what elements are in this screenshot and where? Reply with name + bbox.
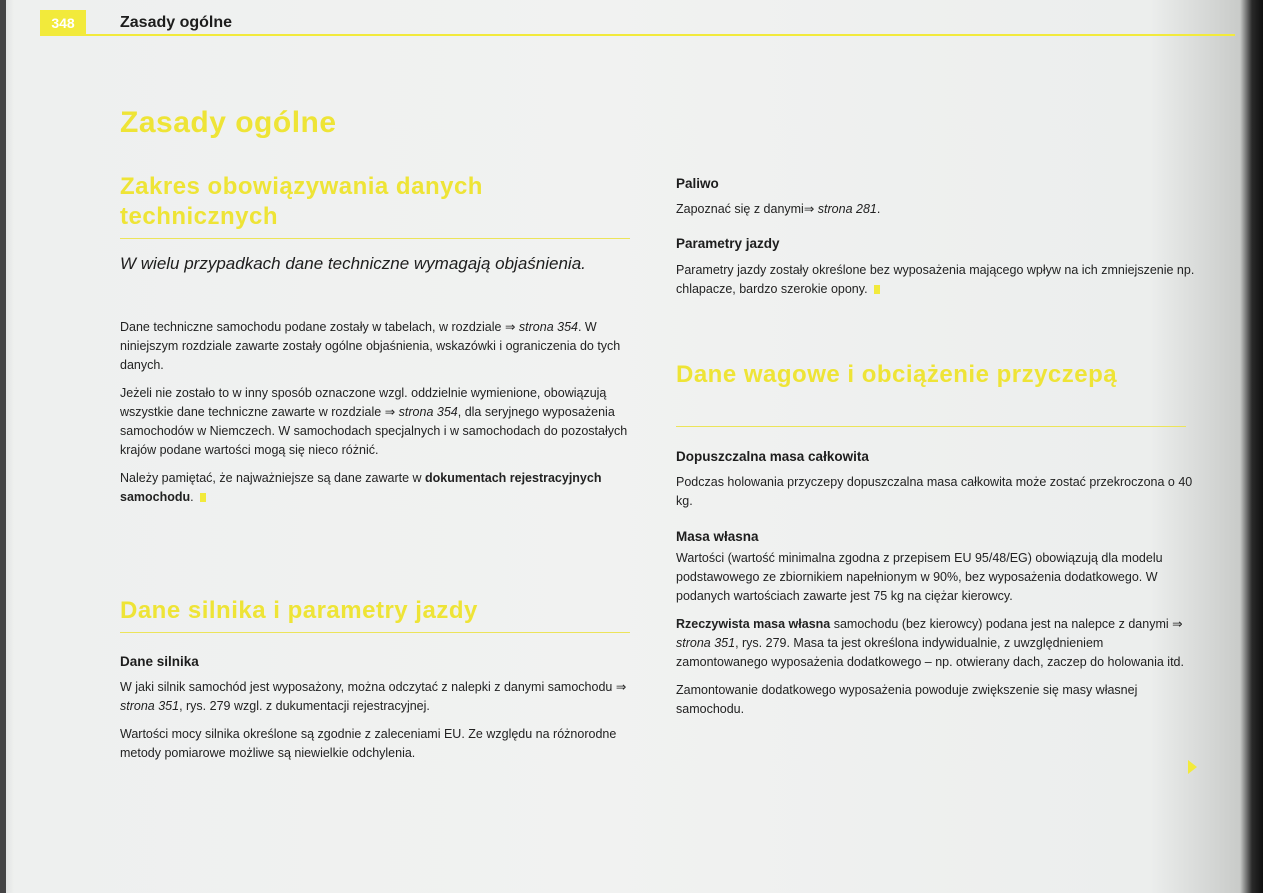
section-rule — [120, 632, 630, 633]
paragraph: Należy pamiętać, że najważniejsze są dane zawarte w dokumentach rejestracyjnych samochodu. — [120, 471, 602, 504]
section-heading-weight: Dane wagowe i obciążenie przyczepą — [676, 361, 1118, 388]
running-header — [40, 12, 1235, 36]
section-heading-engine: Dane silnika i parametry jazdy — [120, 597, 478, 624]
page-reference-link[interactable]: ⇒ strona 351 — [120, 680, 627, 713]
page-binding-edge — [0, 0, 6, 893]
page-reference-link[interactable]: ⇒ strona 281 — [803, 202, 877, 216]
paragraph: Dane techniczne samochodu podane zostały w tabelach, w rozdziale ⇒ strona 354. W niniejszym rozdziale zawarte zostały ogólne objaśnienia, wskazówki i ograniczenia do tych danych. — [120, 320, 621, 372]
fuel-body — [676, 200, 1196, 228]
section-heading-scope: Zakres obowiązywania danych technicznych — [120, 173, 483, 230]
paragraph: Zapoznać się z danymi⇒ strona 281. — [676, 202, 881, 216]
scope-body — [120, 318, 635, 516]
continue-arrow-icon — [1188, 760, 1197, 774]
page-number: 348 — [40, 10, 86, 36]
subheading: Masa własna — [676, 529, 759, 544]
subheading: Parametry jazdy — [676, 236, 780, 251]
paragraph: Jeżeli nie zostało to w inny sposób oznaczone wzgl. oddzielnie wymienione, obowiązują wszystkie dane techniczne zawarte w rozdziale ⇒ strona 354, dla seryjnego wyposażenia samochodów w Niemczech. W samochodach specjalnych i w samochodach do pozostałych krajów podane wartości mogą się nieco różnić. — [120, 386, 628, 457]
page-reference-link[interactable]: ⇒ strona 354 — [384, 405, 458, 419]
section-rule — [676, 426, 1186, 427]
section-end-marker — [874, 285, 880, 294]
subheading: Paliwo — [676, 176, 719, 191]
main-title: Zasady ogólne — [120, 106, 337, 139]
paragraph: Podczas holowania przyczepy dopuszczalna masa całkowita może zostać przekroczona o 40 kg. — [676, 475, 1193, 508]
running-header-title: Zasady ogólne — [120, 14, 233, 31]
driving-params-body — [676, 261, 1196, 308]
paragraph: Parametry jazdy zostały określone bez wyposażenia mającego wpływ na ich zmniejszenie np. chlapacze, bardzo szerokie opony. — [676, 263, 1195, 296]
section-rule — [120, 238, 630, 239]
gross-weight-body — [676, 473, 1196, 520]
paragraph: Wartości mocy silnika określone są zgodnie z zaleceniami EU. Ze względu na różnorodne metody pomiarowe możliwe są niewielkie odchylenia. — [120, 727, 617, 760]
section-end-marker — [200, 493, 206, 502]
page-reference-link[interactable]: ⇒ strona 354 — [504, 320, 578, 334]
paragraph: Wartości (wartość minimalna zgodna z przepisem EU 95/48/EG) obowiązują dla modelu podstawowego ze zbiornikiem napełnionym w 90%, bez wyposażenia dodatkowego. W podanych wartościach zawarte jest 75 kg na ciężar kierowcy. — [676, 551, 1163, 603]
page-reference-link[interactable]: ⇒ strona 351 — [676, 617, 1183, 650]
subheading: Dopuszczalna masa całkowita — [676, 449, 869, 464]
paragraph: W jaki silnik samochód jest wyposażony, można odczytać z nalepki z danymi samochodu ⇒ strona 351, rys. 279 wzgl. z dukumentacji rejestracyjnej. — [120, 680, 627, 713]
paragraph: Zamontowanie dodatkowego wyposażenia powoduje zwiększenie się masy własnej samochodu. — [676, 683, 1138, 716]
curb-weight-body — [676, 549, 1196, 728]
paragraph: Rzeczywista masa własna samochodu (bez kierowcy) podana jest na nalepce z danymi ⇒ strona 351, rys. 279. Masa ta jest określona indywidualnie, z uwzględnieniem zamontowanego wyposażenia dodatkowego – np. otwierany dach, zaczep do holowania itd. — [676, 617, 1184, 669]
subheading: Dane silnika — [120, 654, 199, 669]
section-lead: W wielu przypadkach dane techniczne wymagają objaśnienia. — [120, 254, 586, 273]
engine-body — [120, 678, 630, 772]
